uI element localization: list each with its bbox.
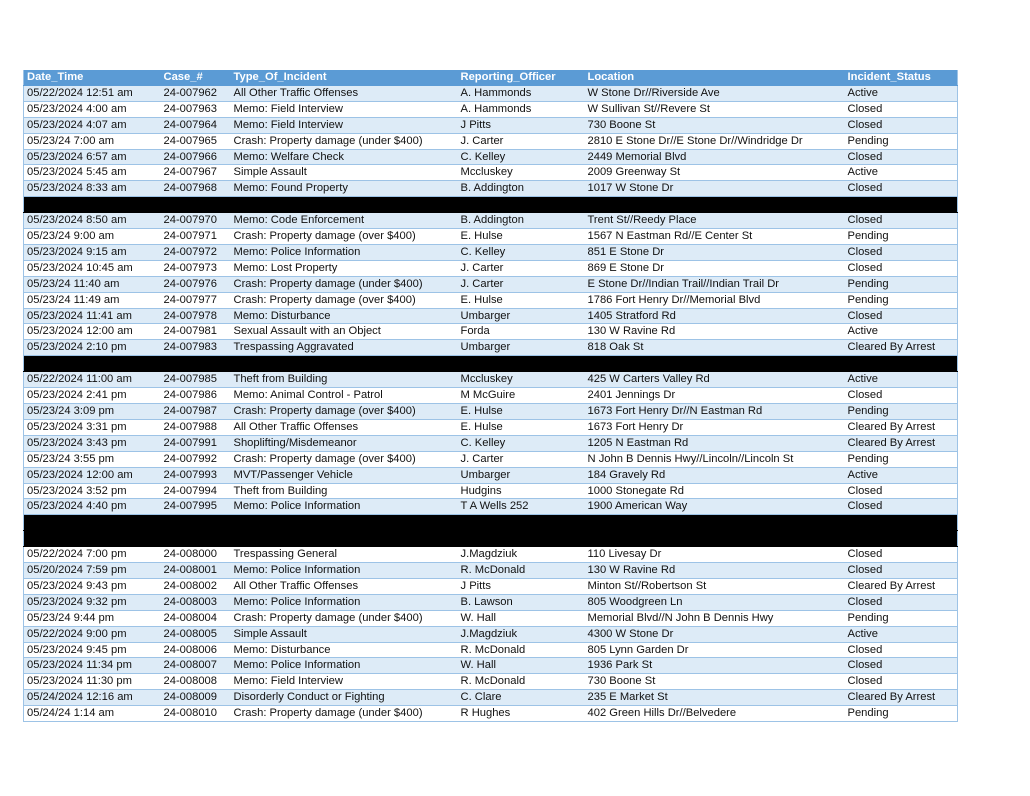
case-number-cell: 24-007973: [161, 260, 231, 276]
date-time-cell: 05/23/2024 9:32 pm: [24, 594, 161, 610]
case-number-cell: 24-008001: [161, 563, 231, 579]
officer-cell: A. Hammonds: [458, 85, 585, 101]
table-row: [24, 181, 958, 197]
officer-cell: R. McDonald: [458, 674, 585, 690]
case-number-cell: 24-008008: [161, 674, 231, 690]
date-time-cell: 05/22/2024 9:00 pm: [24, 626, 161, 642]
officer-cell: Mccluskey: [458, 165, 585, 181]
officer-cell: R. McDonald: [458, 642, 585, 658]
table-row: [24, 467, 958, 483]
date-time-cell: 05/23/24 9:44 pm: [24, 610, 161, 626]
table-row: [24, 101, 958, 117]
officer-cell: Mccluskey: [458, 372, 585, 388]
location-cell: 2009 Greenway St: [585, 165, 845, 181]
table-row: [24, 276, 958, 292]
case-number-cell: 24-007988: [161, 419, 231, 435]
incident-type-cell: Disorderly Conduct or Fighting: [231, 690, 458, 706]
incident-type-cell: All Other Traffic Offenses: [231, 85, 458, 101]
redaction-bar: [585, 531, 845, 547]
location-cell: 805 Lynn Garden Dr: [585, 642, 845, 658]
status-cell: Closed: [845, 181, 958, 197]
table-row: [24, 404, 958, 420]
case-number-cell: 24-007968: [161, 181, 231, 197]
status-cell: Closed: [845, 642, 958, 658]
case-number-cell: 24-007977: [161, 292, 231, 308]
table-row: [24, 229, 958, 245]
table-row: [24, 435, 958, 451]
location-cell: Memorial Blvd//N John B Dennis Hwy: [585, 610, 845, 626]
location-cell: 425 W Carters Valley Rd: [585, 372, 845, 388]
incident-type-cell: All Other Traffic Offenses: [231, 419, 458, 435]
date-time-cell: 05/23/2024 4:00 am: [24, 101, 161, 117]
table-row: [24, 642, 958, 658]
officer-cell: J Pitts: [458, 117, 585, 133]
table-row: [24, 85, 958, 101]
case-number-cell: 24-008009: [161, 690, 231, 706]
table-row: [24, 451, 958, 467]
location-cell: 1673 Fort Henry Dr//N Eastman Rd: [585, 404, 845, 420]
redaction-bar: [24, 197, 161, 213]
officer-cell: Umbarger: [458, 467, 585, 483]
table-row: [24, 340, 958, 356]
column-header-case-number: Case_#: [161, 70, 231, 85]
status-cell: Closed: [845, 244, 958, 260]
table-row: [24, 213, 958, 229]
status-cell: Active: [845, 626, 958, 642]
table-row: [24, 578, 958, 594]
location-cell: W Sullivan St//Revere St: [585, 101, 845, 117]
case-number-cell: 24-007976: [161, 276, 231, 292]
officer-cell: E. Hulse: [458, 292, 585, 308]
officer-cell: Umbarger: [458, 308, 585, 324]
status-cell: Pending: [845, 404, 958, 420]
case-number-cell: 24-008005: [161, 626, 231, 642]
officer-cell: Forda: [458, 324, 585, 340]
date-time-cell: 05/22/2024 11:00 am: [24, 372, 161, 388]
case-number-cell: 24-007978: [161, 308, 231, 324]
incident-type-cell: Memo: Disturbance: [231, 308, 458, 324]
redaction-bar: [161, 356, 231, 372]
incident-type-cell: Simple Assault: [231, 165, 458, 181]
location-cell: 110 Livesay Dr: [585, 547, 845, 563]
incident-type-cell: Memo: Lost Property: [231, 260, 458, 276]
location-cell: 235 E Market St: [585, 690, 845, 706]
table-row: [24, 547, 958, 563]
officer-cell: E. Hulse: [458, 229, 585, 245]
table-row: [24, 499, 958, 515]
case-number-cell: 24-007983: [161, 340, 231, 356]
date-time-cell: 05/23/24 11:49 am: [24, 292, 161, 308]
case-number-cell: 24-007993: [161, 467, 231, 483]
case-number-cell: 24-008004: [161, 610, 231, 626]
case-number-cell: 24-007970: [161, 213, 231, 229]
status-cell: Pending: [845, 610, 958, 626]
location-cell: 4300 W Stone Dr: [585, 626, 845, 642]
case-number-cell: 24-007966: [161, 149, 231, 165]
officer-cell: B. Lawson: [458, 594, 585, 610]
case-number-cell: 24-007985: [161, 372, 231, 388]
table-row: [24, 419, 958, 435]
table-row: [24, 483, 958, 499]
date-time-cell: 05/23/2024 8:33 am: [24, 181, 161, 197]
redaction-bar: [24, 531, 161, 547]
date-time-cell: 05/23/2024 12:00 am: [24, 467, 161, 483]
officer-cell: E. Hulse: [458, 404, 585, 420]
case-number-cell: 24-007962: [161, 85, 231, 101]
location-cell: 1205 N Eastman Rd: [585, 435, 845, 451]
redaction-bar: [585, 356, 845, 372]
officer-cell: R Hughes: [458, 706, 585, 722]
officer-cell: J. Carter: [458, 276, 585, 292]
redaction-bar: [585, 197, 845, 213]
incident-log-table: [23, 70, 958, 722]
case-number-cell: 24-008006: [161, 642, 231, 658]
incident-type-cell: Memo: Field Interview: [231, 674, 458, 690]
case-number-cell: 24-007972: [161, 244, 231, 260]
officer-cell: C. Kelley: [458, 244, 585, 260]
incident-type-cell: Sexual Assault with an Object: [231, 324, 458, 340]
officer-cell: C. Kelley: [458, 149, 585, 165]
officer-cell: B. Addington: [458, 213, 585, 229]
redaction-bar: [231, 515, 458, 531]
location-cell: 402 Green Hills Dr//Belvedere: [585, 706, 845, 722]
date-time-cell: 05/23/2024 2:10 pm: [24, 340, 161, 356]
status-cell: Closed: [845, 658, 958, 674]
case-number-cell: 24-008000: [161, 547, 231, 563]
incident-type-cell: Crash: Property damage (under $400): [231, 276, 458, 292]
incident-type-cell: Crash: Property damage (under $400): [231, 133, 458, 149]
incident-type-cell: Memo: Field Interview: [231, 101, 458, 117]
redaction-bar: [458, 197, 585, 213]
date-time-cell: 05/24/24 1:14 am: [24, 706, 161, 722]
date-time-cell: 05/23/24 11:40 am: [24, 276, 161, 292]
column-header-reporting-officer: Reporting_Officer: [458, 70, 585, 85]
officer-cell: C. Kelley: [458, 435, 585, 451]
redaction-bar: [24, 515, 161, 531]
location-cell: Minton St//Robertson St: [585, 578, 845, 594]
incident-type-cell: Memo: Code Enforcement: [231, 213, 458, 229]
redaction-bar: [161, 515, 231, 531]
location-cell: 2449 Memorial Blvd: [585, 149, 845, 165]
status-cell: Active: [845, 324, 958, 340]
incident-type-cell: Crash: Property damage (over $400): [231, 404, 458, 420]
status-cell: Closed: [845, 308, 958, 324]
date-time-cell: 05/23/2024 4:07 am: [24, 117, 161, 133]
officer-cell: J Pitts: [458, 578, 585, 594]
date-time-cell: 05/23/2024 6:57 am: [24, 149, 161, 165]
case-number-cell: 24-007964: [161, 117, 231, 133]
redacted-row: [24, 356, 958, 372]
incident-type-cell: Memo: Police Information: [231, 594, 458, 610]
status-cell: Closed: [845, 213, 958, 229]
status-cell: Active: [845, 165, 958, 181]
redaction-bar: [585, 515, 845, 531]
case-number-cell: 24-007981: [161, 324, 231, 340]
date-time-cell: 05/23/24 9:00 am: [24, 229, 161, 245]
status-cell: Closed: [845, 388, 958, 404]
officer-cell: J.Magdziuk: [458, 547, 585, 563]
incident-type-cell: Memo: Field Interview: [231, 117, 458, 133]
table-row: [24, 292, 958, 308]
case-number-cell: 24-007967: [161, 165, 231, 181]
redaction-bar: [845, 531, 958, 547]
redacted-row: [24, 531, 958, 547]
case-number-cell: 24-007963: [161, 101, 231, 117]
date-time-cell: 05/23/2024 2:41 pm: [24, 388, 161, 404]
incident-type-cell: Crash: Property damage (over $400): [231, 451, 458, 467]
location-cell: 1405 Stratford Rd: [585, 308, 845, 324]
incident-type-cell: All Other Traffic Offenses: [231, 578, 458, 594]
table-row: [24, 260, 958, 276]
date-time-cell: 05/20/2024 7:59 pm: [24, 563, 161, 579]
date-time-cell: 05/23/2024 9:43 pm: [24, 578, 161, 594]
status-cell: Pending: [845, 229, 958, 245]
incident-type-cell: Memo: Police Information: [231, 658, 458, 674]
incident-type-cell: Memo: Animal Control - Patrol: [231, 388, 458, 404]
redacted-row: [24, 197, 958, 213]
location-cell: 130 W Ravine Rd: [585, 563, 845, 579]
status-cell: Pending: [845, 133, 958, 149]
status-cell: Closed: [845, 594, 958, 610]
table-row: [24, 690, 958, 706]
date-time-cell: 05/23/24 7:00 am: [24, 133, 161, 149]
redacted-row: [24, 515, 958, 531]
case-number-cell: 24-007994: [161, 483, 231, 499]
status-cell: Closed: [845, 483, 958, 499]
status-cell: Pending: [845, 292, 958, 308]
table-row: [24, 165, 958, 181]
incident-type-cell: Crash: Property damage (over $400): [231, 229, 458, 245]
location-cell: 730 Boone St: [585, 117, 845, 133]
incident-type-cell: Memo: Found Property: [231, 181, 458, 197]
date-time-cell: 05/23/2024 11:34 pm: [24, 658, 161, 674]
table-header: [24, 70, 958, 85]
redaction-bar: [24, 356, 161, 372]
redaction-bar: [458, 531, 585, 547]
officer-cell: J. Carter: [458, 260, 585, 276]
incident-type-cell: MVT/Passenger Vehicle: [231, 467, 458, 483]
incident-type-cell: Memo: Disturbance: [231, 642, 458, 658]
location-cell: 730 Boone St: [585, 674, 845, 690]
location-cell: 184 Gravely Rd: [585, 467, 845, 483]
location-cell: 1000 Stonegate Rd: [585, 483, 845, 499]
case-number-cell: 24-008002: [161, 578, 231, 594]
status-cell: Closed: [845, 101, 958, 117]
location-cell: N John B Dennis Hwy//Lincoln//Lincoln St: [585, 451, 845, 467]
incident-type-cell: Crash: Property damage (over $400): [231, 292, 458, 308]
location-cell: E Stone Dr//Indian Trail//Indian Trail Dr: [585, 276, 845, 292]
column-header-type-of-incident: Type_Of_Incident: [231, 70, 458, 85]
date-time-cell: 05/22/2024 12:51 am: [24, 85, 161, 101]
officer-cell: C. Clare: [458, 690, 585, 706]
table-row: [24, 149, 958, 165]
date-time-cell: 05/23/2024 11:41 am: [24, 308, 161, 324]
date-time-cell: 05/23/2024 10:45 am: [24, 260, 161, 276]
case-number-cell: 24-007986: [161, 388, 231, 404]
status-cell: Active: [845, 85, 958, 101]
status-cell: Closed: [845, 547, 958, 563]
officer-cell: E. Hulse: [458, 419, 585, 435]
officer-cell: M McGuire: [458, 388, 585, 404]
officer-cell: R. McDonald: [458, 563, 585, 579]
officer-cell: J. Carter: [458, 133, 585, 149]
date-time-cell: 05/23/2024 12:00 am: [24, 324, 161, 340]
location-cell: W Stone Dr//Riverside Ave: [585, 85, 845, 101]
incident-type-cell: Memo: Welfare Check: [231, 149, 458, 165]
status-cell: Cleared By Arrest: [845, 419, 958, 435]
redaction-bar: [458, 515, 585, 531]
incident-type-cell: Memo: Police Information: [231, 499, 458, 515]
status-cell: Cleared By Arrest: [845, 690, 958, 706]
incident-type-cell: Shoplifting/Misdemeanor: [231, 435, 458, 451]
location-cell: 2810 E Stone Dr//E Stone Dr//Windridge Dr: [585, 133, 845, 149]
case-number-cell: 24-007965: [161, 133, 231, 149]
location-cell: 1900 American Way: [585, 499, 845, 515]
date-time-cell: 05/23/2024 9:45 pm: [24, 642, 161, 658]
status-cell: Cleared By Arrest: [845, 340, 958, 356]
table-row: [24, 372, 958, 388]
case-number-cell: 24-008003: [161, 594, 231, 610]
date-time-cell: 05/23/2024 3:52 pm: [24, 483, 161, 499]
officer-cell: W. Hall: [458, 658, 585, 674]
incident-type-cell: Trespassing General: [231, 547, 458, 563]
officer-cell: T A Wells 252: [458, 499, 585, 515]
date-time-cell: 05/23/2024 5:45 am: [24, 165, 161, 181]
incident-type-cell: Memo: Police Information: [231, 563, 458, 579]
status-cell: Closed: [845, 499, 958, 515]
table-row: [24, 610, 958, 626]
incident-type-cell: Simple Assault: [231, 626, 458, 642]
status-cell: Closed: [845, 260, 958, 276]
date-time-cell: 05/23/2024 11:30 pm: [24, 674, 161, 690]
status-cell: Active: [845, 467, 958, 483]
case-number-cell: 24-007991: [161, 435, 231, 451]
location-cell: 869 E Stone Dr: [585, 260, 845, 276]
status-cell: Pending: [845, 276, 958, 292]
officer-cell: Umbarger: [458, 340, 585, 356]
status-cell: Pending: [845, 451, 958, 467]
date-time-cell: 05/23/2024 9:15 am: [24, 244, 161, 260]
date-time-cell: 05/24/2024 12:16 am: [24, 690, 161, 706]
date-time-cell: 05/22/2024 7:00 pm: [24, 547, 161, 563]
status-cell: Cleared By Arrest: [845, 578, 958, 594]
table-body: [24, 85, 958, 721]
date-time-cell: 05/23/24 3:55 pm: [24, 451, 161, 467]
table-row: [24, 133, 958, 149]
status-cell: Closed: [845, 563, 958, 579]
status-cell: Pending: [845, 706, 958, 722]
case-number-cell: 24-007971: [161, 229, 231, 245]
table-row: [24, 674, 958, 690]
redaction-bar: [845, 515, 958, 531]
case-number-cell: 24-007995: [161, 499, 231, 515]
redaction-bar: [161, 531, 231, 547]
officer-cell: J.Magdziuk: [458, 626, 585, 642]
column-header-incident-status: Incident_Status: [845, 70, 958, 85]
table-row: [24, 626, 958, 642]
status-cell: Closed: [845, 149, 958, 165]
officer-cell: Hudgins: [458, 483, 585, 499]
redaction-bar: [845, 356, 958, 372]
incident-type-cell: Theft from Building: [231, 372, 458, 388]
location-cell: 805 Woodgreen Ln: [585, 594, 845, 610]
officer-cell: A. Hammonds: [458, 101, 585, 117]
officer-cell: J. Carter: [458, 451, 585, 467]
column-header-location: Location: [585, 70, 845, 85]
location-cell: 1673 Fort Henry Dr: [585, 419, 845, 435]
case-number-cell: 24-008010: [161, 706, 231, 722]
location-cell: 818 Oak St: [585, 340, 845, 356]
location-cell: 2401 Jennings Dr: [585, 388, 845, 404]
location-cell: 1936 Park St: [585, 658, 845, 674]
table-row: [24, 308, 958, 324]
table-row: [24, 117, 958, 133]
case-number-cell: 24-007987: [161, 404, 231, 420]
status-cell: Cleared By Arrest: [845, 435, 958, 451]
header-row: [24, 70, 958, 85]
redaction-bar: [845, 197, 958, 213]
date-time-cell: 05/23/2024 4:40 pm: [24, 499, 161, 515]
redaction-bar: [231, 531, 458, 547]
status-cell: Closed: [845, 674, 958, 690]
table-row: [24, 244, 958, 260]
location-cell: 1567 N Eastman Rd//E Center St: [585, 229, 845, 245]
status-cell: Active: [845, 372, 958, 388]
table-row: [24, 658, 958, 674]
date-time-cell: 05/23/24 3:09 pm: [24, 404, 161, 420]
date-time-cell: 05/23/2024 3:31 pm: [24, 419, 161, 435]
table-row: [24, 594, 958, 610]
incident-type-cell: Memo: Police Information: [231, 244, 458, 260]
redaction-bar: [161, 197, 231, 213]
date-time-cell: 05/23/2024 3:43 pm: [24, 435, 161, 451]
location-cell: 1786 Fort Henry Dr//Memorial Blvd: [585, 292, 845, 308]
officer-cell: B. Addington: [458, 181, 585, 197]
incident-type-cell: Crash: Property damage (under $400): [231, 610, 458, 626]
table-row: [24, 324, 958, 340]
table-row: [24, 563, 958, 579]
location-cell: 1017 W Stone Dr: [585, 181, 845, 197]
location-cell: Trent St//Reedy Place: [585, 213, 845, 229]
date-time-cell: 05/23/2024 8:50 am: [24, 213, 161, 229]
case-number-cell: 24-008007: [161, 658, 231, 674]
table-row: [24, 388, 958, 404]
incident-type-cell: Theft from Building: [231, 483, 458, 499]
location-cell: 130 W Ravine Rd: [585, 324, 845, 340]
officer-cell: W. Hall: [458, 610, 585, 626]
redaction-bar: [231, 197, 458, 213]
incident-type-cell: Trespassing Aggravated: [231, 340, 458, 356]
redaction-bar: [458, 356, 585, 372]
status-cell: Closed: [845, 117, 958, 133]
case-number-cell: 24-007992: [161, 451, 231, 467]
location-cell: 851 E Stone Dr: [585, 244, 845, 260]
table-row: [24, 706, 958, 722]
column-header-date-time: Date_Time: [24, 70, 161, 85]
redaction-bar: [231, 356, 458, 372]
incident-type-cell: Crash: Property damage (under $400): [231, 706, 458, 722]
